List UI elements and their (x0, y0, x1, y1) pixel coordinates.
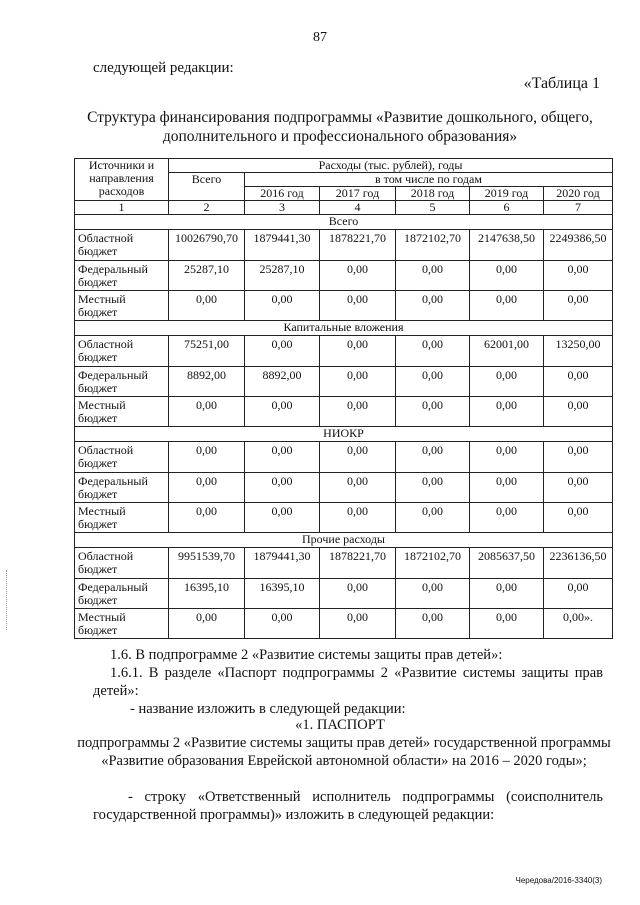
value-cell: 1879441,30 (245, 548, 320, 579)
table-row (75, 397, 613, 427)
value-cell: 16395,10 (169, 579, 245, 609)
table-row (75, 261, 613, 291)
header-year: 2020 год (544, 187, 613, 201)
value-cell: 0,00 (544, 397, 613, 427)
table-row (75, 367, 613, 397)
value-cell: 0,00 (396, 442, 470, 473)
value-cell: 0,00 (396, 609, 470, 639)
column-numbers-row (75, 201, 613, 215)
table-row (75, 609, 613, 639)
value-cell: 0,00 (320, 442, 396, 473)
header-expenses: Расходы (тыс. рублей), годы (169, 159, 613, 173)
value-cell: 0,00 (470, 579, 544, 609)
value-cell: 0,00 (320, 397, 396, 427)
column-number: 2 (169, 201, 245, 215)
value-cell: 0,00 (396, 579, 470, 609)
header-year: 2019 год (470, 187, 544, 201)
header-total: Всего (169, 173, 245, 201)
value-cell: 0,00 (544, 261, 613, 291)
section-row (75, 321, 613, 336)
value-cell: 0,00 (544, 442, 613, 473)
source-cell: Федеральный бюджет (75, 579, 169, 609)
value-cell: 0,00 (245, 503, 320, 533)
header-year: 2017 год (320, 187, 396, 201)
header-by-years: в том числе по годам (245, 173, 613, 187)
section-title: НИОКР (75, 427, 613, 442)
value-cell: 0,00 (320, 579, 396, 609)
paragraph-1-6: 1.6. В подпрограмме 2 «Развитие системы защиты прав детей»: (110, 647, 503, 663)
value-cell: 0,00 (470, 503, 544, 533)
column-number: 4 (320, 201, 396, 215)
section-row (75, 533, 613, 548)
value-cell: 0,00 (169, 609, 245, 639)
source-cell: Местный бюджет (75, 503, 169, 533)
passport-heading: «1. ПАСПОРТ (295, 717, 385, 733)
value-cell: 62001,00 (470, 336, 544, 367)
value-cell: 0,00 (245, 397, 320, 427)
value-cell: 0,00 (169, 291, 245, 321)
source-cell: Областной бюджет (75, 230, 169, 261)
section-title: Прочие расходы (75, 533, 613, 548)
table-row (75, 503, 613, 533)
source-cell: Федеральный бюджет (75, 261, 169, 291)
value-cell: 13250,00 (544, 336, 613, 367)
value-cell: 2147638,50 (470, 230, 544, 261)
section-row (75, 427, 613, 442)
value-cell: 0,00 (245, 336, 320, 367)
value-cell: 1878221,70 (320, 230, 396, 261)
value-cell: 0,00 (396, 503, 470, 533)
value-cell: 0,00 (470, 261, 544, 291)
source-cell: Федеральный бюджет (75, 367, 169, 397)
value-cell: 0,00 (396, 291, 470, 321)
value-cell: 0,00 (544, 367, 613, 397)
table-row (75, 548, 613, 579)
value-cell: 2085637,50 (470, 548, 544, 579)
value-cell: 2236136,50 (544, 548, 613, 579)
value-cell: 0,00 (245, 291, 320, 321)
source-cell: Областной бюджет (75, 336, 169, 367)
value-cell: 1872102,70 (396, 230, 470, 261)
table-row (75, 230, 613, 261)
table-row (75, 442, 613, 473)
source-cell: Местный бюджет (75, 609, 169, 639)
value-cell: 0,00 (544, 579, 613, 609)
header-sources: Источники и направления расходов (75, 159, 169, 201)
value-cell: 0,00 (169, 503, 245, 533)
table-row (75, 579, 613, 609)
page-number: 87 (313, 30, 327, 45)
header-year: 2018 год (396, 187, 470, 201)
source-cell: Областной бюджет (75, 548, 169, 579)
source-cell: Местный бюджет (75, 397, 169, 427)
financing-table (74, 158, 613, 639)
value-cell: 0,00 (470, 609, 544, 639)
table-row (75, 473, 613, 503)
value-cell: 16395,10 (245, 579, 320, 609)
value-cell: 0,00 (320, 336, 396, 367)
value-cell: 0,00 (169, 397, 245, 427)
column-number: 6 (470, 201, 544, 215)
value-cell: 0,00 (396, 261, 470, 291)
value-cell: 0,00 (470, 442, 544, 473)
value-cell: 75251,00 (169, 336, 245, 367)
section-row (75, 215, 613, 230)
table-row (75, 291, 613, 321)
table-header-row (75, 159, 613, 173)
footer-code: Чередова/2016-3340(3) (515, 876, 602, 885)
value-cell: 0,00 (396, 397, 470, 427)
table-title (60, 108, 620, 146)
value-cell: 0,00 (544, 473, 613, 503)
value-cell: 0,00 (245, 442, 320, 473)
section-title: Всего (75, 215, 613, 230)
table-row (75, 336, 613, 367)
value-cell: 8892,00 (169, 367, 245, 397)
table-title-line-1: Структура финансирования подпрограммы «Развитие дошкольного, общего, (87, 109, 593, 126)
passport-subtitle: подпрограммы 2 «Развитие системы защиты прав детей» государственной программы «Развитие образования Еврейской автономной области» на 2016 – 2020 годы»; (77, 735, 611, 769)
value-cell: 1872102,70 (396, 548, 470, 579)
value-cell: 0,00 (396, 473, 470, 503)
value-cell: 0,00 (470, 397, 544, 427)
value-cell: 0,00 (169, 442, 245, 473)
paragraph-name-change: - название изложить в следующей редакции: (130, 701, 406, 717)
value-cell: 0,00 (245, 609, 320, 639)
source-cell: Федеральный бюджет (75, 473, 169, 503)
value-cell: 0,00». (544, 609, 613, 639)
section-title: Капитальные вложения (75, 321, 613, 336)
value-cell: 0,00 (396, 336, 470, 367)
paragraph-1-6-1: 1.6.1. В разделе «Паспорт подпрограммы 2 «Развитие системы защиты прав детей»: (93, 665, 603, 699)
value-cell: 0,00 (320, 291, 396, 321)
value-cell: 0,00 (320, 503, 396, 533)
value-cell: 10026790,70 (169, 230, 245, 261)
intro-line: следующей редакции: (93, 60, 234, 76)
value-cell: 0,00 (544, 503, 613, 533)
value-cell: 0,00 (470, 291, 544, 321)
value-cell: 0,00 (320, 261, 396, 291)
column-number: 7 (544, 201, 613, 215)
source-cell: Областной бюджет (75, 442, 169, 473)
column-number: 3 (245, 201, 320, 215)
value-cell: 0,00 (396, 367, 470, 397)
value-cell: 9951539,70 (169, 548, 245, 579)
table-title-line-2: дополнительного и профессионального образования» (162, 128, 518, 145)
value-cell: 0,00 (245, 473, 320, 503)
value-cell: 0,00 (169, 473, 245, 503)
source-cell: Местный бюджет (75, 291, 169, 321)
value-cell: 0,00 (320, 473, 396, 503)
table-reference: «Таблица 1 (523, 75, 600, 92)
value-cell: 8892,00 (245, 367, 320, 397)
value-cell: 1879441,30 (245, 230, 320, 261)
value-cell: 1878221,70 (320, 548, 396, 579)
value-cell: 0,00 (320, 367, 396, 397)
value-cell: 25287,10 (245, 261, 320, 291)
value-cell: 25287,10 (169, 261, 245, 291)
column-number: 1 (75, 201, 169, 215)
value-cell: 0,00 (470, 473, 544, 503)
scan-margin-marks (6, 570, 9, 630)
paragraph-row-change: - строку «Ответственный исполнитель подпрограммы (соисполнитель государственной программы)» изложить в следующей редакции: (93, 789, 603, 823)
column-number: 5 (396, 201, 470, 215)
header-year: 2016 год (245, 187, 320, 201)
value-cell: 0,00 (320, 609, 396, 639)
value-cell: 2249386,50 (544, 230, 613, 261)
value-cell: 0,00 (470, 367, 544, 397)
value-cell: 0,00 (544, 291, 613, 321)
